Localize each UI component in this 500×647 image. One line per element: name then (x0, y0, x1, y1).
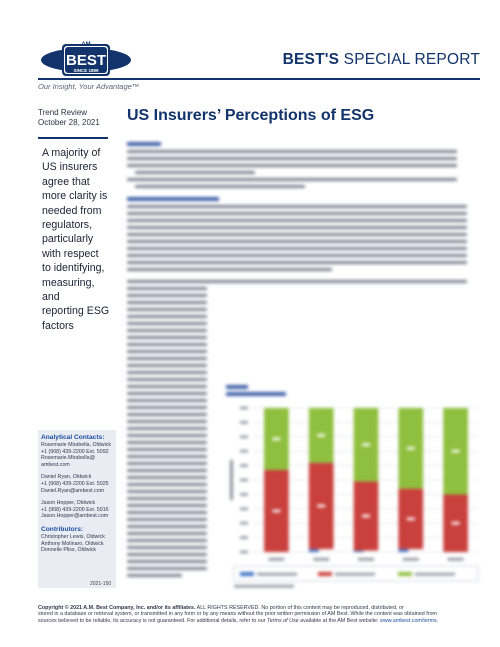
text-line (127, 233, 467, 236)
contact-email[interactable]: ambest.com (41, 461, 70, 468)
logo-best-text: BEST (65, 52, 107, 69)
callout-divider-top (38, 137, 108, 139)
footer-line: sources believed to be reliable, its accuracy is not guaranteed. For additional details, refer to our (38, 617, 268, 624)
text-line (127, 462, 207, 465)
text-line (127, 532, 207, 535)
report-meta (38, 108, 100, 128)
report-category: Trend Review (38, 108, 88, 117)
text-line (127, 268, 332, 271)
text-line (127, 385, 207, 388)
pull-quote-line: needed from (42, 204, 102, 217)
text-line (127, 205, 467, 208)
text-line (127, 392, 207, 395)
contributor: Donnelle Pliss, Oldwick (41, 547, 97, 554)
text-line (127, 219, 467, 222)
section-heading (127, 197, 219, 201)
text-line (127, 518, 207, 521)
text-line (127, 226, 467, 229)
text-line (127, 546, 207, 549)
text-line (135, 171, 255, 174)
legend-label (415, 573, 455, 576)
contact-email[interactable]: Rosemarie.Mirabella@ (41, 455, 95, 462)
contributor: Christopher Lewis, Oldwick (41, 533, 105, 540)
report-date: October 28, 2021 (38, 118, 100, 127)
contact-phone: +1 (908) 439-2200 Ext. 5016 (41, 506, 109, 513)
text-line (135, 185, 305, 188)
data-label (407, 447, 415, 450)
text-line (127, 322, 207, 325)
data-label (317, 434, 325, 437)
legend-label (335, 573, 375, 576)
y-tick-label (240, 479, 248, 481)
y-tick-label (240, 464, 248, 466)
bar-segment (309, 549, 319, 552)
y-tick-label (240, 407, 248, 409)
text-line (127, 343, 207, 346)
contributors-heading: Contributors: (41, 525, 84, 533)
text-line (127, 399, 207, 402)
bar-segment (398, 549, 408, 552)
text-line (127, 539, 207, 542)
logo-since-text: SINCE 1899 (73, 68, 99, 73)
text-line (127, 560, 207, 563)
text-line (127, 308, 207, 311)
y-tick-label (240, 450, 248, 452)
text-line (127, 150, 457, 153)
contact-line: Jason Hopper, Oldwick (41, 500, 96, 507)
data-label (452, 450, 460, 453)
footer-terms: Terms of Use (267, 617, 299, 624)
exhibit-chart (226, 380, 486, 590)
text-line (127, 476, 207, 479)
x-tick-label (358, 558, 374, 561)
text-line (127, 574, 182, 577)
footer-line: available at the AM Best website: (298, 617, 380, 624)
pull-quote-line: A majority of (42, 147, 101, 159)
text-line (127, 357, 207, 360)
document-number: 2021-150 (90, 581, 112, 587)
contacts (41, 434, 121, 554)
text-line (127, 254, 467, 257)
text-line (127, 434, 207, 437)
y-tick-label (240, 508, 248, 510)
contact-phone: +1 (908) 439-2200 Ext. 5092 (41, 448, 109, 455)
x-tick-label (448, 558, 464, 561)
pull-quote-line: more clarity is (42, 190, 108, 203)
chart-source (234, 585, 294, 588)
text-line (127, 164, 457, 167)
pull-quote-line: factors (42, 319, 74, 332)
text-line (127, 212, 467, 215)
text-line (127, 448, 207, 451)
text-line (127, 497, 207, 500)
y-tick-label (240, 493, 248, 495)
text-line (127, 178, 457, 181)
data-label (362, 515, 370, 518)
data-label (272, 437, 280, 440)
data-label (407, 517, 415, 520)
text-line (127, 504, 207, 507)
page-title: US Insurers’ Perceptions of ESG (127, 107, 375, 124)
pull-quote-line: US insurers (42, 161, 98, 174)
contributor: Anthony Molinaro, Oldwick (41, 540, 104, 547)
data-label (452, 522, 460, 525)
legend-swatch (318, 572, 332, 576)
pull-quote-line: measuring, and (42, 276, 95, 304)
y-tick-label (240, 551, 248, 553)
bar-segment (354, 551, 364, 552)
text-line (127, 525, 207, 528)
text-line (127, 553, 207, 556)
x-tick-label (403, 558, 419, 561)
legend-swatch (240, 572, 254, 576)
summary-heading (127, 142, 161, 146)
text-line (127, 371, 207, 374)
pull-quote-line: agree that (42, 175, 90, 188)
pull-quote-line: particularly (42, 233, 94, 246)
text-line (127, 469, 207, 472)
text-line (127, 157, 457, 160)
text-line (127, 280, 467, 283)
analytical-contacts-heading: Analytical Contacts: (41, 434, 105, 441)
y-tick-label (240, 522, 248, 524)
text-line (127, 455, 207, 458)
contact-line: Daniel Ryan, Oldwick (41, 474, 92, 481)
text-line (127, 294, 207, 297)
text-line (127, 350, 207, 353)
text-line (127, 511, 207, 514)
pull-quote-line: reporting ESG (42, 305, 110, 318)
am-best-logo (40, 38, 132, 80)
pull-quote-line: with respect (42, 247, 99, 260)
header-rule (38, 78, 480, 80)
tagline: Our Insight, Your Advantage™ (38, 82, 140, 91)
text-line (127, 406, 207, 409)
data-label (362, 443, 370, 446)
logo-am-text: AM (81, 42, 91, 48)
pull-quote-line: regulators, (42, 219, 93, 232)
report-type-regular: SPECIAL REPORT (339, 51, 480, 68)
y-tick-label (240, 536, 248, 538)
contact-email[interactable]: Daniel.Ryan@ambest.com (41, 487, 105, 494)
footer-copyright: Copyright © 2021 A.M. Best Company, Inc. and/or its affiliates. (38, 605, 196, 611)
x-tick-label (268, 558, 284, 561)
footer-rights: ALL RIGHTS RESERVED. No portion of this content may be reproduced, distributed, or (195, 605, 404, 611)
legend-label (257, 573, 297, 576)
text-line (127, 413, 207, 416)
legend-swatch (398, 572, 412, 576)
y-tick-label (240, 436, 248, 438)
text-line (127, 427, 207, 430)
contact-email[interactable]: Jason.Hopper@ambest.com (41, 513, 109, 520)
contact-line: Rosemarie Mirabella, Oldwick (41, 442, 112, 448)
x-tick-label (313, 558, 329, 561)
text-line (127, 441, 207, 444)
report-type (283, 51, 480, 69)
text-line (127, 247, 467, 250)
text-line (127, 483, 207, 486)
footer-terms-link[interactable]: www.ambest.com/terms (380, 617, 437, 624)
data-label (317, 504, 325, 507)
text-line (127, 364, 207, 367)
text-line (127, 490, 207, 493)
text-line (127, 378, 207, 381)
text-line (127, 567, 207, 570)
report-type-bold: BEST'S (282, 51, 340, 68)
text-line (127, 420, 207, 423)
pull-quote-line: to identifying, (42, 262, 105, 275)
footer (38, 605, 480, 624)
text-line (127, 315, 207, 318)
data-label (272, 509, 280, 512)
text-line (127, 301, 207, 304)
footer-line: stored in a database or retrieval system, or transmitted in any form or by any means without the prior written permission of AM Best. While the content was obtained from (38, 611, 437, 618)
text-line (127, 329, 207, 332)
y-tick-label (240, 421, 248, 423)
text-line (127, 336, 207, 339)
text-line (127, 287, 207, 290)
y-axis-title (230, 460, 233, 500)
contact-phone: +1 (908) 439-2200 Ext. 5025 (41, 480, 109, 487)
footer-line: . (436, 617, 439, 624)
pull-quote (42, 146, 114, 333)
text-line (127, 261, 467, 264)
text-line (127, 240, 467, 243)
